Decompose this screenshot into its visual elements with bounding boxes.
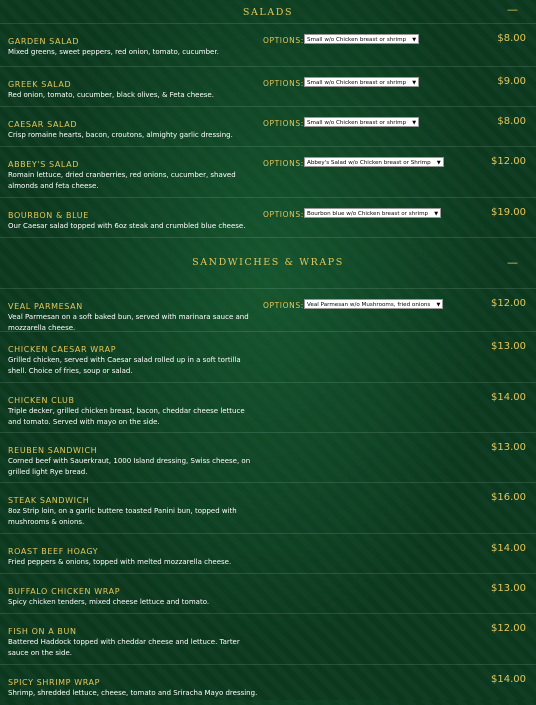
item-description: Spicy chicken tenders, mixed cheese lettuce and tomato. [8,598,210,606]
item-description: Corned beef with Sauerkraut, 1000 Island dressing, Swiss cheese, on grilled light Rye bread. [8,457,251,476]
minus-icon[interactable]: — [507,256,518,269]
options-select-value: Small w/o Chicken breast or shrimp [307,80,407,86]
item-name: REUBEN SANDWICH [8,446,98,455]
item-price: $13.00 [491,442,526,453]
dropdown-arrow-icon: ▼ [412,80,417,86]
options-select-value: Veal Parmesan w/o Mushrooms, fried onions [307,302,431,308]
menu-item-buffalo-chicken-wrap [0,574,536,614]
options-select[interactable] [304,117,419,127]
item-description: Grilled chicken, served with Caesar salad rolled up in a soft tortilla shell. Choice of fries, soup or salad. [8,356,241,375]
options-label: OPTIONS: [263,210,304,219]
menu-item-steak-sandwich [0,483,536,534]
item-description: Shrimp, shredded lettuce, cheese, tomato and Sriracha Mayo dressing. [8,689,258,697]
section-header-sandwiches[interactable] [0,238,536,289]
item-price: $13.00 [491,341,526,352]
dropdown-arrow-icon: ▼ [436,302,441,308]
menu-item-chicken-club [0,383,536,433]
item-name: CHICKEN CAESAR WRAP [8,345,117,354]
item-description: Fried peppers & onions, topped with melted mozzarella cheese. [8,558,232,566]
item-description: Romain lettuce, dried cranberries, red onions, cucumber, shaved almonds and feta cheese. [8,171,236,190]
item-description: Our Caesar salad topped with 6oz steak and crumbled blue cheese. [8,222,246,230]
item-price: $14.00 [491,392,526,403]
menu-item-veal-parmesan [0,289,536,332]
item-price: $14.00 [491,674,526,685]
menu-item-roast-beef-hoagy [0,534,536,574]
item-description: Red onion, tomato, cucumber, black olives, & Feta cheese. [8,91,214,99]
item-description: Veal Parmesan on a soft baked bun, served with marinara sauce and mozzarella cheese. [8,313,249,332]
menu-item-chicken-caesar-wrap [0,332,536,383]
item-price: $12.00 [491,623,526,634]
item-price: $12.00 [491,156,526,167]
item-price: $14.00 [491,543,526,554]
menu-item-abbeys-salad [0,147,536,198]
item-description: Crisp romaine hearts, bacon, croutons, almighty garlic dressing. [8,131,233,139]
options-select-value: Small w/o Chicken breast or shrimp [307,120,407,126]
item-name: BUFFALO CHICKEN WRAP [8,587,121,596]
item-name: VEAL PARMESAN [8,302,83,311]
dropdown-arrow-icon: ▼ [434,211,439,217]
options-select[interactable] [304,34,419,44]
options-label: OPTIONS: [263,301,304,310]
dropdown-arrow-icon: ▼ [412,120,417,126]
options-select[interactable] [304,157,444,167]
item-price: $19.00 [491,207,526,218]
menu-item-reuben-sandwich [0,433,536,483]
options-label: OPTIONS: [263,36,304,45]
options-select[interactable] [304,77,419,87]
dropdown-arrow-icon: ▼ [412,37,417,43]
item-description: Battered Haddock topped with cheddar cheese and lettuce. Tarter sauce on the side. [8,638,240,657]
item-price: $16.00 [491,492,526,503]
item-description: Triple decker, grilled chicken breast, bacon, cheddar cheese lettuce and tomato. Served with mayo on the side. [8,407,245,426]
menu-item-spicy-shrimp-wrap [0,665,536,705]
item-name: GREEK SALAD [8,80,72,89]
item-price: $8.00 [497,33,526,44]
section-title: SANDWICHES & WRAPS [192,257,344,268]
item-description: 8oz Strip loin, on a garlic buttere toasted Panini bun, topped with mushrooms & onions. [8,507,237,526]
options-select-value: Bourbon blue w/o Chicken breast or shrimp [307,211,429,217]
item-price: $12.00 [491,298,526,309]
item-name: FISH ON A BUN [8,627,77,636]
item-name: ROAST BEEF HOAGY [8,547,99,556]
item-description: Mixed greens, sweet peppers, red onion, tomato, cucumber. [8,48,219,56]
dropdown-arrow-icon: ▼ [436,160,441,166]
item-name: GARDEN SALAD [8,37,80,46]
menu-item-caesar-salad [0,107,536,147]
item-price: $9.00 [497,76,526,87]
section-header-salads[interactable] [0,0,536,24]
menu-item-garden-salad [0,24,536,67]
item-name: SPICY SHRIMP WRAP [8,678,101,687]
item-price: $8.00 [497,116,526,127]
menu-item-greek-salad [0,67,536,107]
item-name: ABBEY'S SALAD [8,160,79,169]
minus-icon[interactable]: — [507,3,518,16]
options-select[interactable] [304,208,441,218]
menu-item-fish-on-a-bun [0,614,536,665]
item-price: $13.00 [491,583,526,594]
item-name: CHICKEN CLUB [8,396,75,405]
options-select-value: Small w/o Chicken breast or shrimp [307,37,407,43]
options-select[interactable] [304,299,443,309]
options-select-value: Abbey's Salad w/o Chicken breast or Shrimp [307,160,431,166]
section-title: SALADS [242,7,294,18]
options-label: OPTIONS: [263,159,304,168]
item-name: CAESAR SALAD [8,120,78,129]
item-name: BOURBON & BLUE [8,211,89,220]
options-label: OPTIONS: [263,79,304,88]
item-name: STEAK SANDWICH [8,496,90,505]
options-label: OPTIONS: [263,119,304,128]
menu-item-bourbon-blue [0,198,536,238]
